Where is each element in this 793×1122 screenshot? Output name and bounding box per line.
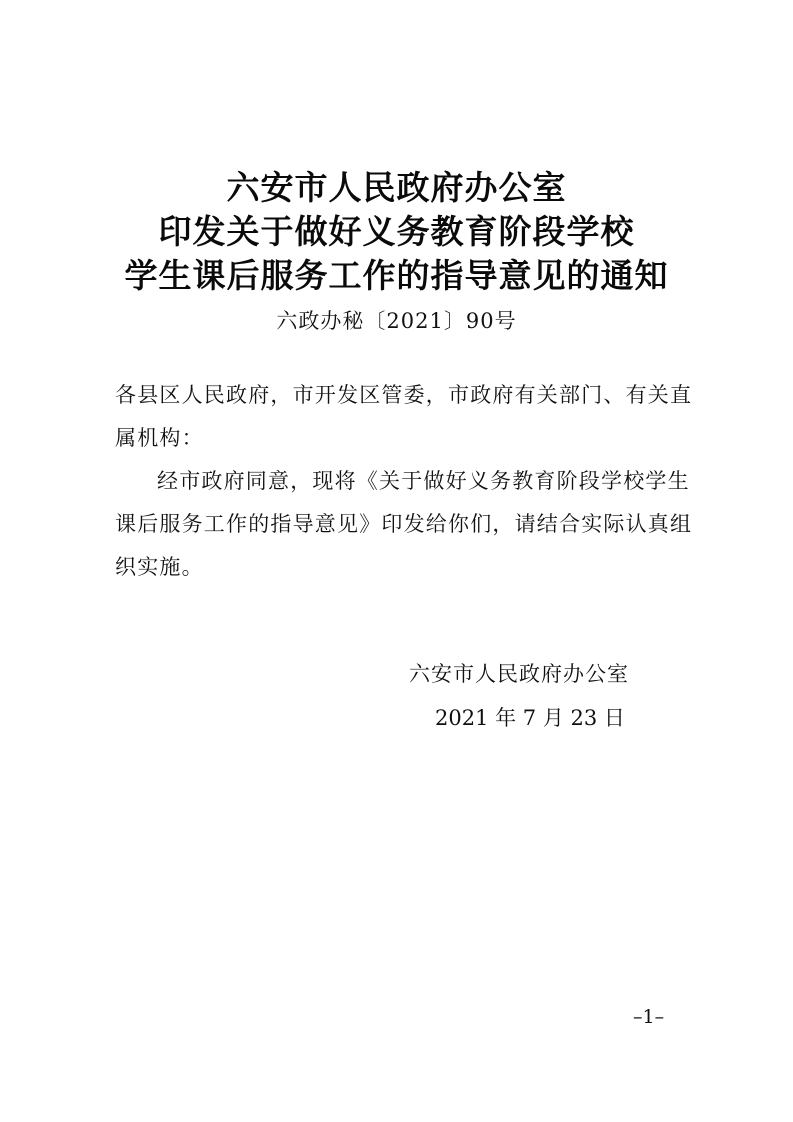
document-number: 六政办秘〔2021〕90号 bbox=[276, 309, 517, 333]
salutation-line-2: 属机构： bbox=[115, 426, 204, 450]
body-line-3: 织实施。 bbox=[115, 555, 204, 579]
body-line-2: 课后服务工作的指导意见》印发给你们，请结合实际认真组 bbox=[115, 512, 693, 536]
body-line-1: 经市政府同意，现将《关于做好义务教育阶段学校学生 bbox=[157, 469, 690, 493]
title-line-1: 六安市人民政府办公室 bbox=[226, 168, 567, 207]
title-line-3: 学生课后服务工作的指导意见的通知 bbox=[124, 256, 669, 295]
issue-date: 2021 年 7 月 23 日 bbox=[435, 706, 625, 730]
salutation-line-1: 各县区人民政府，市开发区管委，市政府有关部门、有关直 bbox=[115, 383, 693, 407]
page-number: –1– bbox=[633, 1006, 665, 1028]
title-line-2: 印发关于做好义务教育阶段学校 bbox=[158, 212, 635, 251]
issuer-signature: 六安市人民政府办公室 bbox=[409, 662, 629, 686]
